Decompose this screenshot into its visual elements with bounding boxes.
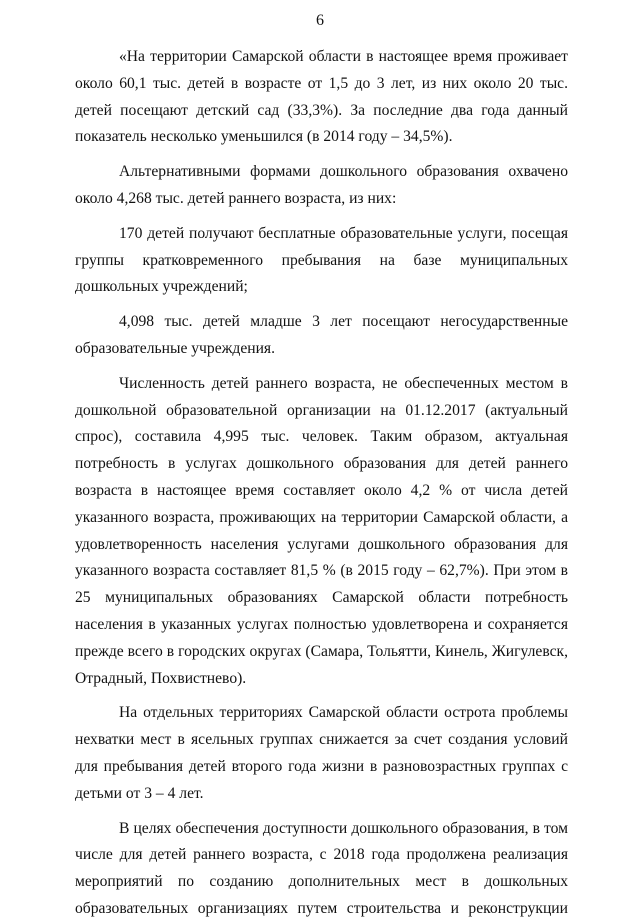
paragraph-mixed-age-groups: На отдельных территориях Самарской области острота проблемы нехватки мест в ясельных группах снижается за счет создания условий для пребывания детей второго года жизни в разновозрастных группах с детьми от 3 – 4 лет. <box>75 704 568 802</box>
paragraph-non-state-institutions: 4,098 тыс. детей младше 3 лет посещают негосударственные образовательные учреждения. <box>75 313 568 357</box>
document-body <box>75 44 568 923</box>
paragraph-population: «На территории Самарской области в настоящее время проживает около 60,1 тыс. детей в возрасте от 1,5 до 3 лет, из них около 20 тыс. детей посещают детский сад (33,3%). За последние два года данный показатель несколько уменьшился (в 2014 году – 34,5%). <box>75 48 568 146</box>
paragraph-unserved-children: Численность детей раннего возраста, не обеспеченных местом в дошкольной образовательной организации на 01.12.2017 (актуальный спрос), составила 4,995 тыс. человек. Таким образом, актуальная потребность в услугах дошкольного образования для детей раннего возраста в настоящее время составляет около 4,2 % от числа детей указанного возраста, проживающих на территории Самарской области, а удовлетворенность населения услугами дошкольного образования для указанного возраста составляет 81,5 % (в 2015 году – 62,7%). При этом в 25 муниципальных образованиях Самарской области потребность населения в указанных услугах полностью удовлетворена и сохраняется прежде всего в городских округах (Самара, Тольятти, Кинель, Жигулевск, Отрадный, Похвистнево). <box>75 374 568 687</box>
paragraph-short-stay-groups: 170 детей получают бесплатные образовательные услуги, посещая группы кратковременного пребывания на базе муниципальных дошкольных учреждений; <box>75 224 568 296</box>
paragraph-alternative-forms: Альтернативными формами дошкольного образования охвачено около 4,268 тыс. детей раннего возраста, из них: <box>75 163 568 207</box>
page-number: 6 <box>316 12 324 29</box>
paragraph-accessibility-measures: В целях обеспечения доступности дошкольного образования, в том числе для детей раннего возраста, с 2018 года продолжена реализация мероприятий по созданию дополнительных мест в дошкольных образовательных организациях путем строительства и реконструкции <box>75 819 568 917</box>
